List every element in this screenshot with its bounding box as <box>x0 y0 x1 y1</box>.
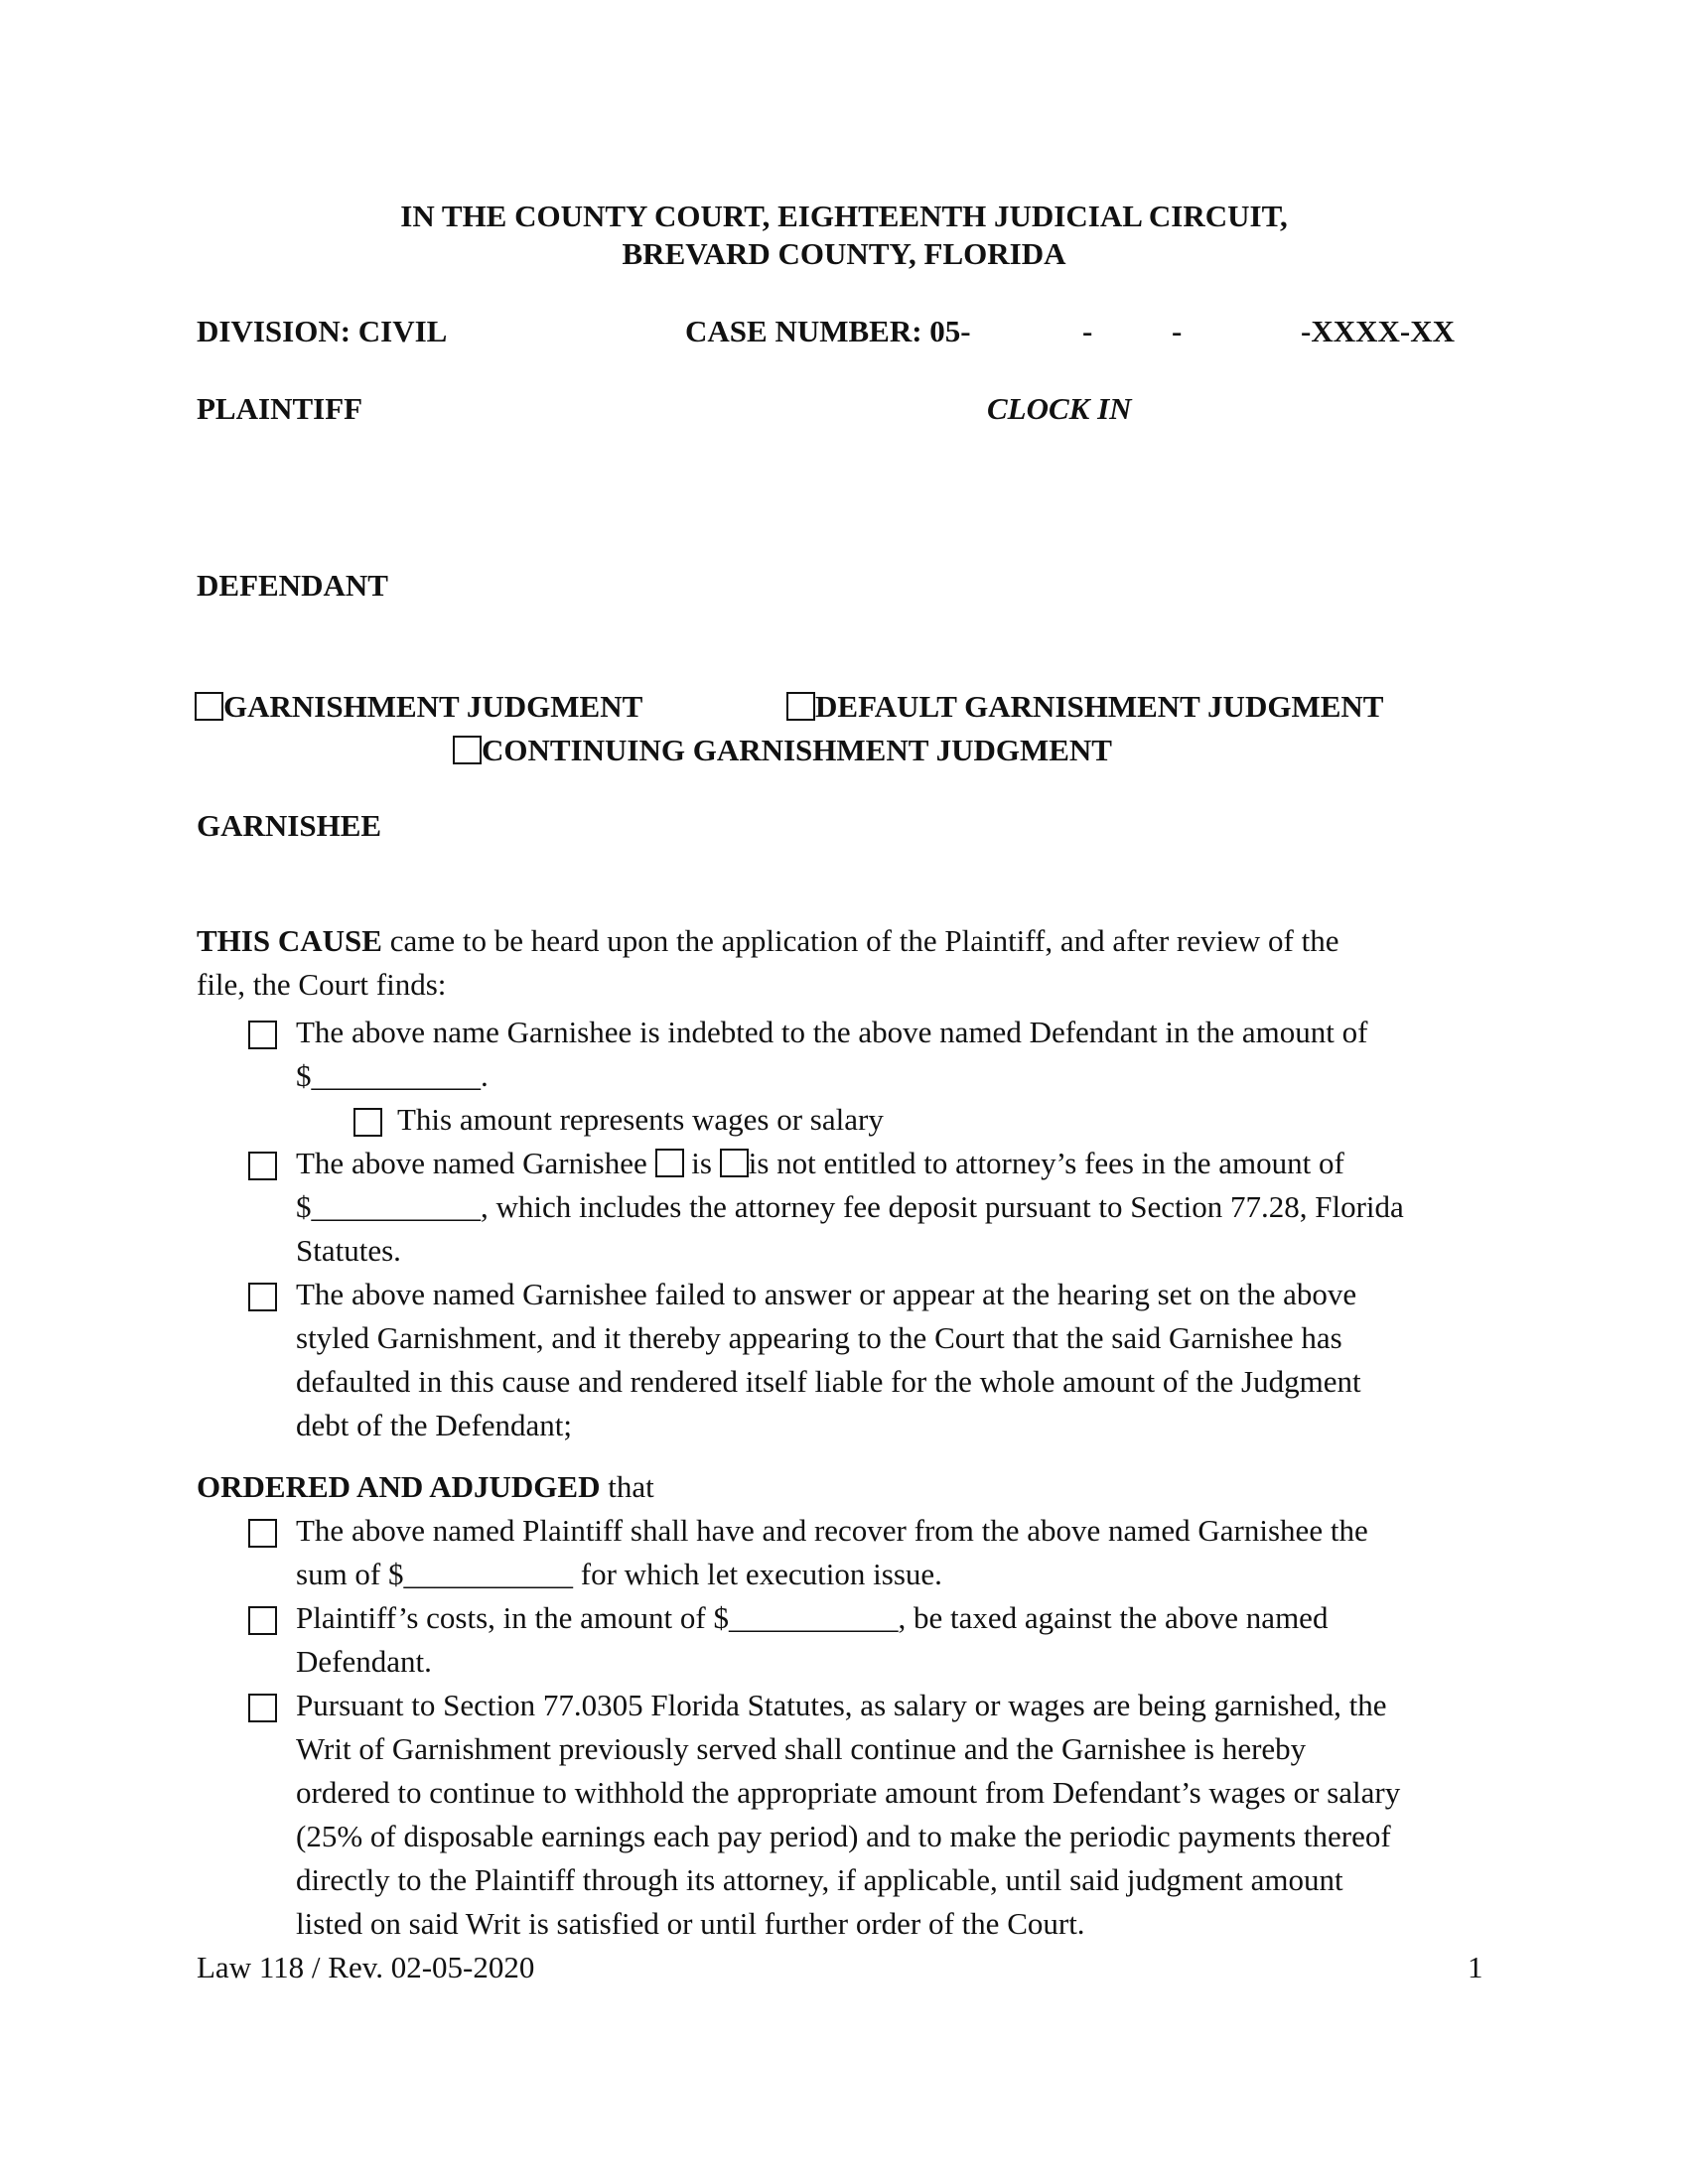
garnishee-label: GARNISHEE <box>197 808 382 843</box>
attorney-fees-text-1: The above named Garnishee <box>296 1146 655 1180</box>
garnishment-judgment-option[interactable] <box>195 687 642 727</box>
finding-attorney-fees-checkbox[interactable] <box>248 1152 277 1180</box>
garnishment-judgment-label: GARNISHMENT JUDGMENT <box>223 689 643 724</box>
is-entitled-checkbox[interactable] <box>655 1149 684 1177</box>
finding-indebted-line1: The above name Garnishee is indebted to the above named Defendant in the amount of <box>296 1015 1368 1049</box>
case-number-dash-1: - <box>1082 314 1093 348</box>
finding-indebted-checkbox[interactable] <box>248 1021 277 1049</box>
plaintiff-label: PLAINTIFF <box>197 391 363 426</box>
court-title-line1: IN THE COUNTY COURT, EIGHTEENTH JUDICIAL CIRCUIT, <box>400 199 1288 233</box>
garnishment-judgment-checkbox[interactable] <box>195 692 223 721</box>
page-number: 1 <box>1468 1950 1483 1984</box>
clock-in-label: CLOCK IN <box>987 391 1132 426</box>
intro-line1 <box>197 919 1338 963</box>
case-number-label: CASE NUMBER: 05- <box>685 314 971 348</box>
order-costs-line2: Defendant. <box>296 1644 432 1679</box>
default-garnishment-judgment-label: DEFAULT GARNISHMENT JUDGMENT <box>815 689 1384 724</box>
is-not-entitled-checkbox[interactable] <box>720 1149 749 1177</box>
default-garnishment-judgment-checkbox[interactable] <box>786 692 815 721</box>
order-continuing-line3: ordered to continue to withhold the appropriate amount from Defendant’s wages or salary <box>296 1775 1401 1810</box>
order-recover-line1: The above named Plaintiff shall have and recover from the above named Garnishee the <box>296 1513 1368 1548</box>
order-continuing-checkbox[interactable] <box>248 1694 277 1722</box>
wages-salary-label: This amount represents wages or salary <box>397 1102 884 1137</box>
ordered-adjudged-heading: ORDERED AND ADJUDGED <box>197 1469 601 1504</box>
finding-default-line3: defaulted in this cause and rendered itself liable for the whole amount of the Judgment <box>296 1364 1361 1399</box>
finding-indebted-amount: $___________. <box>296 1058 489 1093</box>
this-cause-heading: THIS CAUSE <box>197 923 382 958</box>
intro-line2: file, the Court finds: <box>197 967 447 1002</box>
finding-attorney-fees-line3: Statutes. <box>296 1233 401 1268</box>
order-continuing-line6: listed on said Writ is satisfied or until further order of the Court. <box>296 1906 1085 1941</box>
ordered-heading-line <box>197 1465 654 1509</box>
case-number-suffix: -XXXX-XX <box>1301 314 1455 348</box>
default-garnishment-judgment-option[interactable] <box>786 687 1383 727</box>
continuing-garnishment-judgment-option[interactable] <box>453 731 1112 770</box>
order-continuing-line1: Pursuant to Section 77.0305 Florida Statutes, as salary or wages are being garnished, the <box>296 1688 1387 1722</box>
defendant-label: DEFENDANT <box>197 568 388 603</box>
order-costs-checkbox[interactable] <box>248 1606 277 1635</box>
court-title-line2: BREVARD COUNTY, FLORIDA <box>622 236 1066 271</box>
continuing-garnishment-judgment-checkbox[interactable] <box>453 736 482 764</box>
finding-attorney-fees-line2: $___________, which includes the attorney fee deposit pursuant to Section 77.28, Florida <box>296 1189 1404 1224</box>
finding-default-line4: debt of the Defendant; <box>296 1408 573 1442</box>
finding-default-line2: styled Garnishment, and it thereby appearing to the Court that the said Garnishee has <box>296 1320 1342 1355</box>
finding-default-checkbox[interactable] <box>248 1283 277 1311</box>
division-label: DIVISION: CIVIL <box>197 314 448 348</box>
order-recover-line2: sum of $___________ for which let execution issue. <box>296 1557 942 1591</box>
order-recover-checkbox[interactable] <box>248 1519 277 1548</box>
wages-salary-checkbox[interactable] <box>353 1108 382 1137</box>
order-costs-line1: Plaintiff’s costs, in the amount of $___________, be taxed against the above named <box>296 1600 1329 1635</box>
ordered-that: that <box>600 1469 654 1504</box>
case-number-dash-2: - <box>1172 314 1183 348</box>
continuing-garnishment-judgment-label: CONTINUING GARNISHMENT JUDGMENT <box>482 733 1112 767</box>
is-entitled-label: is <box>691 1146 720 1180</box>
order-continuing-line4: (25% of disposable earnings each pay period) and to make the periodic payments thereof <box>296 1819 1391 1853</box>
finding-attorney-fees-line1 <box>296 1142 1344 1185</box>
is-not-entitled-label: is not entitled to attorney’s fees in the amount of <box>748 1146 1344 1180</box>
finding-default-line1: The above named Garnishee failed to answer or appear at the hearing set on the above <box>296 1277 1357 1311</box>
order-continuing-line5: directly to the Plaintiff through its attorney, if applicable, until said judgment amount <box>296 1862 1343 1897</box>
order-continuing-line2: Writ of Garnishment previously served shall continue and the Garnishee is hereby <box>296 1731 1307 1766</box>
intro-text: came to be heard upon the application of the Plaintiff, and after review of the <box>381 923 1339 958</box>
form-id-footer: Law 118 / Rev. 02-05-2020 <box>197 1950 535 1984</box>
